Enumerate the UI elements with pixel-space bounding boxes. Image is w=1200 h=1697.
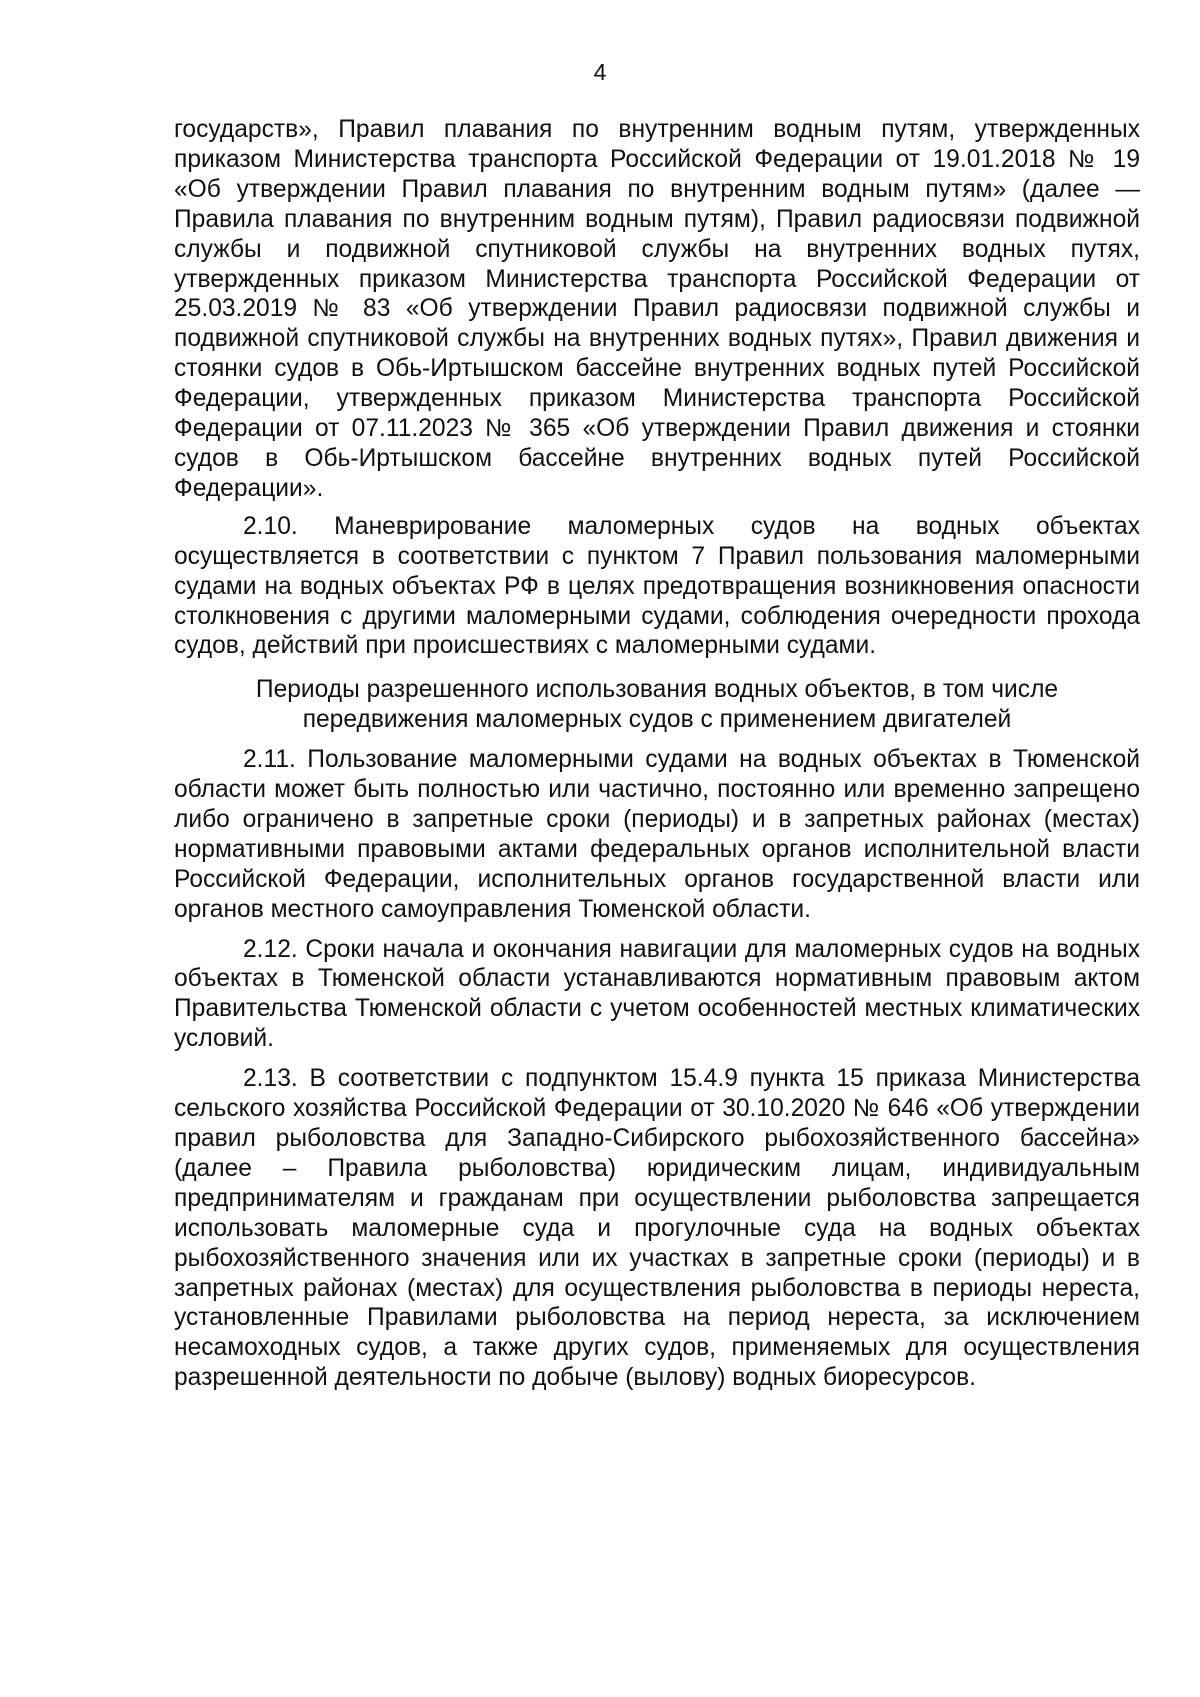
section-heading <box>174 675 1140 735</box>
page-number: 4 <box>593 59 607 85</box>
paragraph-2-12: 2.12. Сроки начала и окончания навигации для маломерных судов на водных объектах в Тюменской области устанавливаются нормативным правовым актом Правительства Тюменской области с учетом особенностей местных климатических условий. <box>174 935 1140 1053</box>
section-heading-line-2: передвижения маломерных судов с применением двигателей <box>302 706 1012 734</box>
section-heading-line-1: Периоды разрешенного использования водных объектов, в том числе <box>255 676 1059 704</box>
paragraph-2-11: 2.11. Пользование маломерными судами на водных объектах в Тюменской области может быть полностью или частично, постоянно или временно запрещено либо ограничено в запретные сроки (периоды) и в запретных районах (местах) нормативными правовыми актами федеральных органов исполнительной власти Российской Федерации, исполнительных органов государственной власти или органов местного самоуправления Тюменской области. <box>174 746 1140 923</box>
paragraph-2-13: 2.13. В соответствии с подпунктом 15.4.9 пункта 15 приказа Министерства сельского хозяйства Российской Федерации от 30.10.2020 № 646 «Об утверждении правил рыболовства для Западно-Сибирского рыбохозяйственного бассейна» (далее – Правила рыболовства) юридическим лицам, индивидуальным предпринимателям и гражданам при осуществлении рыболовства запрещается использовать маломерные суда и прогулочные суда на водных объектах рыбохозяйственного значения или их участках в запретные сроки (периоды) и в запретных районах (местах) для осуществления рыболовства в периоды нереста, установленные Правилами рыболовства на период нереста, за исключением несамоходных судов, а также других судов, применяемых для осуществления разрешенной деятельности по добыче (вылову) водных биоресурсов. <box>174 1065 1140 1392</box>
paragraph-2-10: 2.10. Маневрирование маломерных судов на водных объектах осуществляется в соответствии с пунктом 7 Правил пользования маломерными судами на водных объектах РФ в целях предотвращения возникновения опасности столкновения с другими маломерными судами, соблюдения очередности прохода судов, действий при происшествиях с маломерными судами. <box>174 512 1140 660</box>
document-body <box>174 115 1140 1393</box>
continued-paragraph: государств», Правил плавания по внутренним водным путям, утвержденных приказом Министерства транспорта Российской Федерации от 19.01.2018 № 19 «Об утверждении Правил плавания по внутренним водным путям» (далее — Правила плавания по внутренним водным путям), Правил радиосвязи подвижной службы и подвижной спутниковой службы на внутренних водных путях, утвержденных приказом Министерства транспорта Российской Федерации от 25.03.2019 № 83 «Об утверждении Правил радиосвязи подвижной службы и подвижной спутниковой службы на внутренних водных путях», Правил движения и стоянки судов в Обь-Иртышском бассейне внутренних водных путей Российской Федерации, утвержденных приказом Министерства транспорта Российской Федерации от 07.11.2023 № 365 «Об утверждении Правил движения и стоянки судов в Обь-Иртышском бассейне внутренних водных путей Российской Федерации». <box>174 116 1140 502</box>
